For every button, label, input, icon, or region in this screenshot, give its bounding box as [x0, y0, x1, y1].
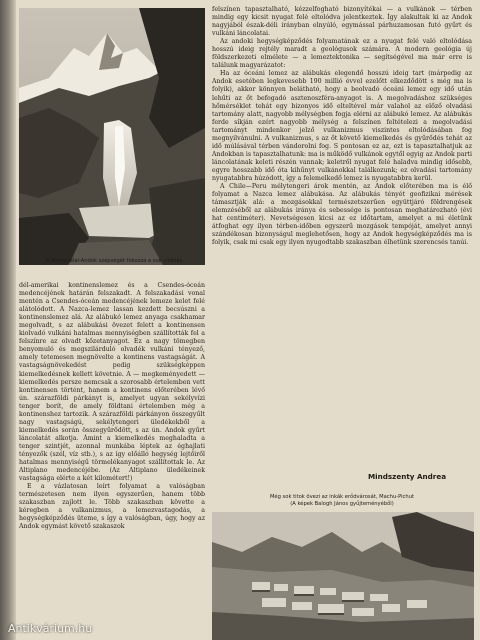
left-text-column — [19, 282, 205, 531]
paragraph: felszínen tapasztalható, kézzelfogható bizonyítékai — a vulkánok — térben mindig egy kicsit nyugat felé eltolódva jelentkeztek. Így alakultak ki az Andok nagyjából észak-déli irányban elnyúló, egymással párhuzamosan futó gyűrt és vulkáni láncolatai. — [212, 6, 472, 38]
top-photo-caption: A Venezuelai-Andok szépségét fokozza a sok vízesés — [45, 258, 183, 264]
waterfall-photo — [19, 8, 205, 276]
caption-line: Még sok titok övezi az inkák erődvárosát, Machu-Pichut — [269, 494, 415, 500]
author-signature: Mindszenty Andrea — [368, 472, 447, 481]
bottom-photo-caption — [212, 494, 472, 508]
paragraph: A Chile—Peru mélytengeri árok mentén, az Andok előterében ma is élő folyamat a Nazca lemez alábukása. Az alábukás tényét geofizikai mérések támasztják alá: a mozgásokkal természetszerűen együttjáró földrengések elemzéséből az alábukás iránya és sebessége is pontosan meghatározható (évi hat centiméter). Nevetségesen kicsi az ez időtartam, amelyet a mi életünk átfoghat egy ilyen térben-időben egyszerű mozgások tempóját, amelyet annyi szándékosan bizonyságul meglehetősen, hogy az Andok hegységképződés ma is folyik, csak mi csak egy ilyen nyugodtabb szakaszban élhetünk szerencsés tanúi. — [212, 183, 472, 247]
caption-line: (A képek Balogh János gyűjteményéből) — [290, 501, 394, 507]
machu-picchu-photo — [212, 512, 474, 640]
paragraph: Ha az óceáni lemez az alábukás elegendő hosszú ideig tart (márpedig az Andok esetében legkevesebb 190 millió évvel ezelőtt elkezdődött s még ma is folyik), akkor könnyen belátható, hogy a beolvadó óceáni lemez egy idő után lehűti az őt befogadó asztenoszféra-anyagot is. A megolvadáshoz szükséges hőmérséklet tehát egy bizonyos idő elteltével már valahol az előző olvadási tartomány alatt, nagyobb mélységben fogja elérni az alábukó lemez. Az alábukás ferde síkján ezért nagyobb mélység a felszínen feltételezi a megolvadási tartományt mindenkor jelző vulkanizmus viszintes eltolódásában fog megnyilvánulni. A vulkanizmus, s az őt követő kiemelkedés és gyűrődés tehát az idő múlásával térben vándorolni fog. S pontosan ez az, ezt is tapasztalhatjuk az Andokban is tapasztalhatunk: ma is működő vulkánok egytől egyig az Andok parti láncolatának keleti részén vannak; keletről nyugat felé haladva mindig idősebb, egyre hosszabb idő óta kihűnyt vulkánokkal találkozunk; ez olvadási tartomány nyugatabbra húzódott, így a felemelkedő lemez is nyugatabbra kerül. — [212, 70, 472, 182]
paragraph: dél-amerikai kontinenslemez és a Csendes-óceán medencéjének határán felszakadt. A felszakadási vonal mentén a Csendes-óceán medencéjének lemeze kelet felé alátolódott. A Nazca-lemez lassan kezdett becsúszni a kontinenslemez alá. Az alábukó lemez anyaga csakhamar megolvadt, s az alábukási övezet felett a kontinensen kiolvadó vulkáni hatalmas mennyiségben szállították fel a felszínre az olvadt kőzetanyagot. Ez a nagy tömegben benyomuló és megszilárduló olvadék vulkáni tényező, amely tetemesen megnövelte a kontinens vastagságát. A vastagságnövekedést pedig szükségképpen kiemelkedésnek kellett követnie. A — megkeményedett — kiemelkedés persze nemcsak a szorosabb értelemben vett kontinensen történt, hanem a kontinens előterében lévő ún. szárazföldi párkányt is, amelyet ugyan sekélyvízi tenger borít, de amely földtani értelemben még a kontinenshez tartozik. A szárazföldi párkányon összegyűlt nagy vastagságú, sekélytengeri üledékekből a kiemelkedés során összegyűrődött, s az ún. Andok gyűrt láncolatát alkotja. Ámint a kiemelkedés meghaladta a tenger szintjét, azonnal munkába léptek az éghajlati tényezők (szél, víz stb.), s az így előálló hegység lejtőiről hatalmas mennyiségű törmelékanyagot szállítottak le. Az Altiplano medencéjébe. (Az Altiplano üledékeinek vastagsága elérte a két kilométert!) — [19, 282, 205, 483]
watermark: Antikvárium.hu — [8, 622, 93, 635]
page-binding-shadow — [0, 0, 16, 640]
right-text-column — [212, 6, 472, 247]
paragraph: E a vázlatosan leírt folyamat a valóságban természetesen nem ilyen egyszerűen, hanem több szakaszban zajlott le. Több szakaszban követte a kéregben a vulkanizmus, a lemezvastagodás, a hegységképződés üteme, s így a valóságban, úgy, hogy az Andok egymást követő szakaszok — [19, 483, 205, 531]
paragraph: Az andoki hegységképződés folyamatának ez a nyugat felé való eltolódása hosszú ideig rejtély maradt a geológusok számára. A modern geológia új földszerkezeti elmélete — a lemeztektonika — segítségével ma már erre is találunk magyarázatot: — [212, 38, 472, 70]
